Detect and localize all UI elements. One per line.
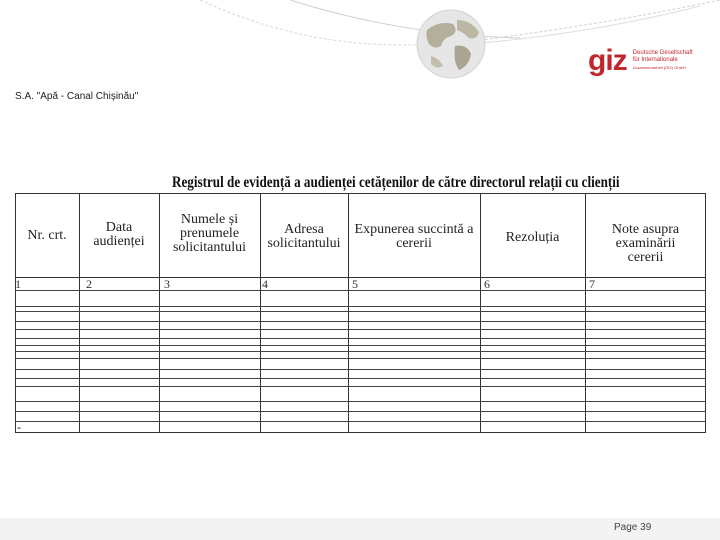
column-number-2: 2: [86, 277, 92, 291]
column-number-3: 3: [164, 277, 170, 291]
giz-logo-line2: für Internationale: [632, 57, 678, 63]
footer-bar: [0, 518, 720, 540]
column-header-address-line2: solicitantului: [267, 236, 341, 251]
column-header-summary-line1: Expunerea succintă a: [354, 222, 474, 237]
column-header-address: [260, 223, 348, 251]
column-header-name: [159, 213, 260, 255]
column-header-date: [79, 221, 159, 249]
column-header-resolution-line1: Rezoluția: [505, 230, 560, 245]
column-header-nr: [15, 229, 79, 243]
giz-logo-line1: Deutsche Gesellschaft: [632, 50, 693, 56]
column-number-5: 5: [352, 277, 358, 291]
column-header-date-line2: audienței: [93, 234, 145, 249]
giz-logo-subtitle: [633, 50, 693, 71]
column-number-7: 7: [589, 277, 595, 291]
column-header-name-line1: Numele și: [180, 212, 239, 227]
column-header-resolution: [480, 231, 585, 245]
column-header-summary-line2: cererii: [396, 236, 432, 251]
margin-mark: -: [17, 420, 21, 434]
column-number-4: 4: [262, 277, 268, 291]
page-number: Page 39: [614, 522, 652, 533]
giz-logo-word: giz: [588, 44, 627, 77]
column-header-notes: [585, 223, 706, 265]
giz-logo: [588, 46, 693, 76]
globe-icon: [413, 6, 489, 82]
column-number-1: 1: [15, 277, 21, 291]
register-title: Registrul de evidență a audienței cetățenilor de către directorul relații cu clienții: [172, 174, 620, 191]
column-number-6: 6: [484, 277, 490, 291]
company-name: S.A. "Apă - Canal Chișinău": [15, 91, 139, 102]
column-header-notes-line2: cererii: [627, 250, 664, 265]
column-header-summary: [348, 223, 480, 251]
column-header-notes-line1: Note asupra examinării: [611, 222, 680, 251]
giz-logo-line3: Zusammenarbeit (GIZ) GmbH: [632, 65, 686, 70]
column-header-date-line1: Data: [105, 220, 133, 235]
column-header-address-line1: Adresa: [284, 222, 324, 237]
column-header-nr-line1: Nr. crt.: [27, 228, 67, 243]
column-header-name-line3: solicitantului: [172, 240, 247, 255]
column-header-name-line2: prenumele: [179, 226, 240, 241]
register-table: [15, 193, 706, 433]
